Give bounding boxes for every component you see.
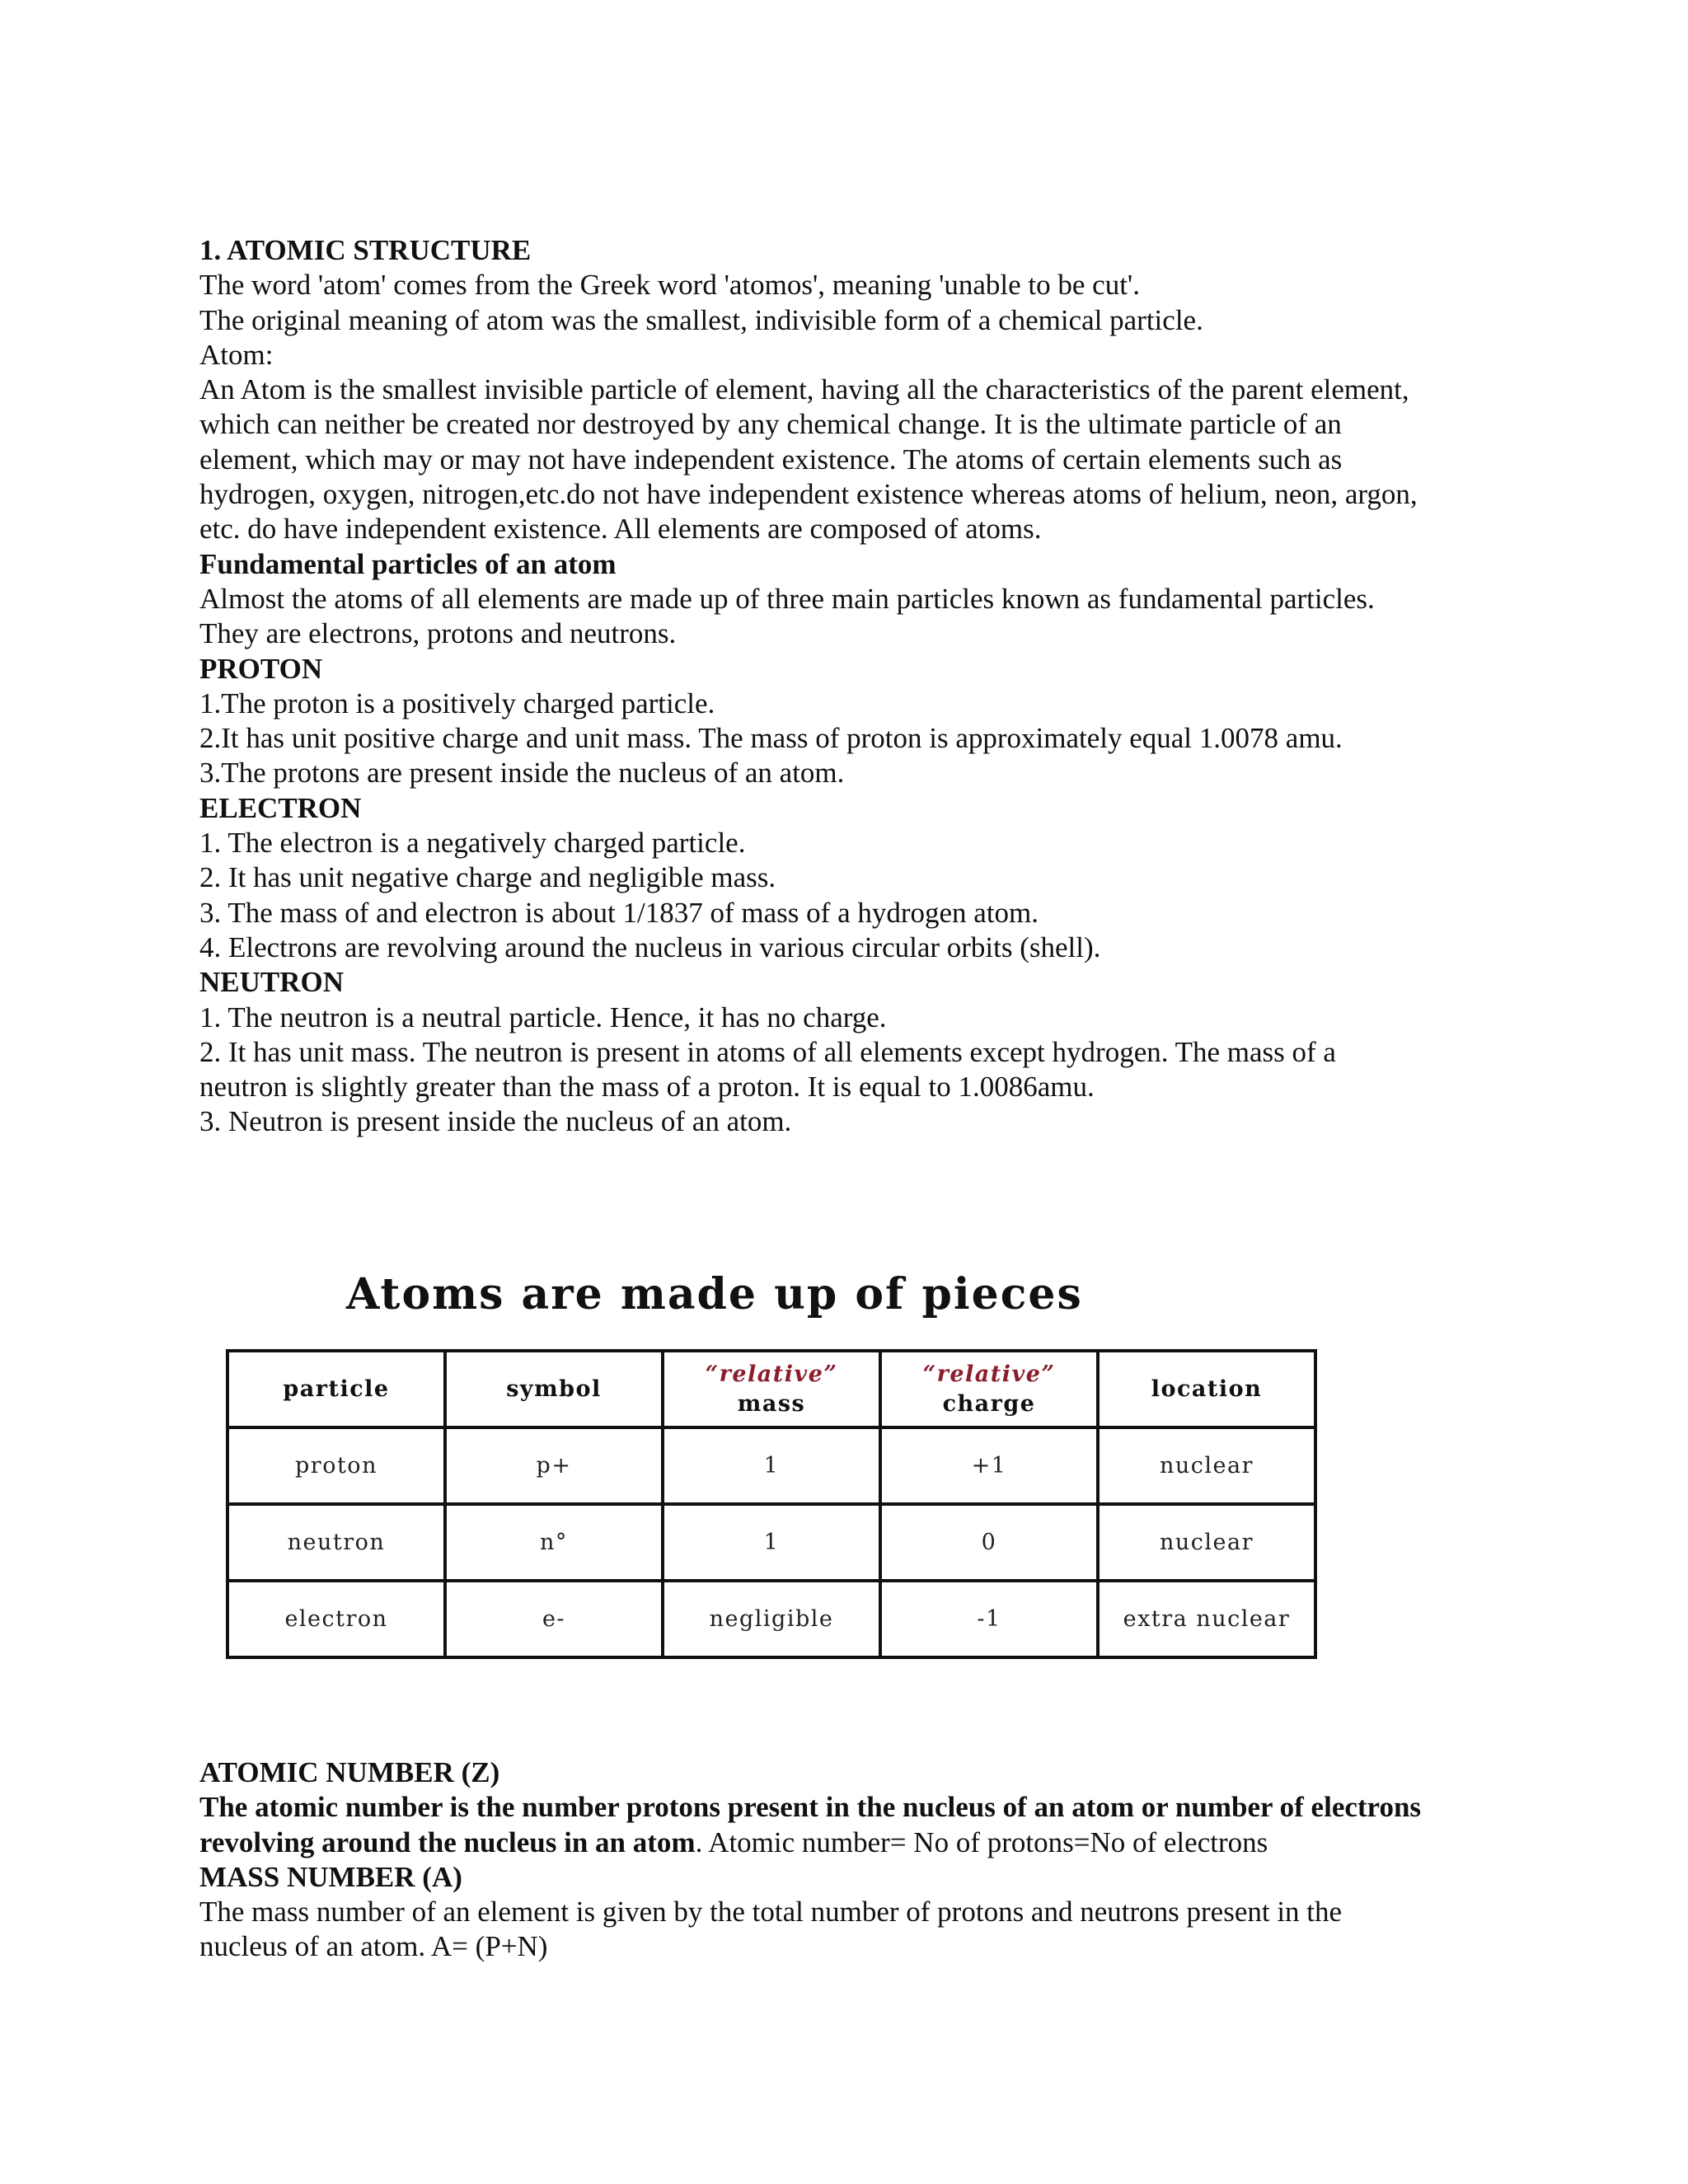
subheading-neutron: NEUTRON: [199, 966, 345, 999]
figure-title: Atoms are made up of pieces: [346, 1269, 1083, 1319]
subheading-proton: PROTON: [199, 652, 323, 685]
cell-symbol: p+: [445, 1427, 663, 1504]
list-item: 4. Electrons are revolving around the nucleus in various circular orbits (shell).: [199, 930, 1101, 963]
mass-number-definition: The mass number of an element is given by the total number of protons and neutrons present in the: [199, 1896, 1343, 1929]
paragraph-line: They are electrons, protons and neutrons.: [199, 617, 677, 650]
section-heading: 1. ATOMIC STRUCTURE: [199, 234, 532, 266]
atomic-number-definition-cont: [199, 1825, 1559, 1860]
relative-label: “relative”: [922, 1361, 1056, 1387]
subheading-electron: ELECTRON: [199, 791, 362, 824]
paragraph-line: which can neither be created nor destroyed by any chemical change. It is the ultimate particle of an: [199, 408, 1342, 441]
cell-particle: proton: [227, 1427, 445, 1504]
list-item: 1.The proton is a positively charged particle.: [199, 687, 715, 719]
paragraph-line: The word 'atom' comes from the Greek word 'atomos', meaning 'unable to be cut'.: [199, 269, 1140, 302]
list-item: 2. It has unit negative charge and negligible mass.: [199, 861, 776, 894]
cell-symbol: e-: [445, 1581, 663, 1657]
cell-mass: 1: [663, 1504, 880, 1581]
list-item: 3. Neutron is present inside the nucleus of an atom.: [199, 1105, 792, 1138]
atomic-mass-number-section: [199, 1755, 1559, 1965]
header-relative-charge: [880, 1351, 1098, 1427]
paragraph-line: hydrogen, oxygen, nitrogen,etc.do not have independent existence whereas atoms of helium, neon, argon,: [199, 478, 1418, 511]
header-location: location: [1098, 1351, 1315, 1427]
paragraph-line: Atom:: [199, 338, 274, 371]
mass-label: mass: [737, 1390, 806, 1417]
table-row: [227, 1427, 1315, 1504]
cell-particle: neutron: [227, 1504, 445, 1581]
cell-charge: -1: [880, 1581, 1098, 1657]
header-symbol: symbol: [445, 1351, 663, 1427]
cell-mass: negligible: [663, 1581, 880, 1657]
list-item: 2.It has unit positive charge and unit mass. The mass of proton is approximately equal 1.0078 amu.: [199, 722, 1343, 755]
paragraph-line: The original meaning of atom was the smallest, indivisible form of a chemical particle.: [199, 303, 1203, 336]
paragraph-line: An Atom is the smallest invisible particle of element, having all the characteristics of the parent element,: [199, 373, 1409, 406]
cell-mass: 1: [663, 1427, 880, 1504]
cell-location: extra nuclear: [1098, 1581, 1315, 1657]
list-item: 1. The neutron is a neutral particle. Hence, it has no charge.: [199, 1001, 887, 1033]
header-relative-mass: [663, 1351, 880, 1427]
list-item: 1. The electron is a negatively charged particle.: [199, 827, 746, 860]
formula-text: . Atomic number= No of protons=No of electrons: [695, 1825, 1268, 1858]
cell-particle: electron: [227, 1581, 445, 1657]
cell-symbol: n°: [445, 1504, 663, 1581]
list-item: 3. The mass of and electron is about 1/1837 of mass of a hydrogen atom.: [199, 896, 1039, 929]
atomic-number-definition: The atomic number is the number protons present in the nucleus of an atom or number of electrons: [199, 1791, 1422, 1824]
mass-number-definition-cont: nucleus of an atom. A= (P+N): [199, 1930, 548, 1963]
list-item: 2. It has unit mass. The neutron is present in atoms of all elements except hydrogen. The mass of a: [199, 1035, 1336, 1068]
subheading-atomic-number: ATOMIC NUMBER (Z): [199, 1756, 500, 1788]
paragraph-line: etc. do have independent existence. All elements are composed of atoms.: [199, 513, 1042, 546]
cell-location: nuclear: [1098, 1504, 1315, 1581]
subheading-fundamental-particles: Fundamental particles of an atom: [199, 547, 617, 580]
charge-label: charge: [942, 1390, 1036, 1417]
bold-text: revolving around the nucleus in an atom: [199, 1825, 696, 1858]
subheading-mass-number: MASS NUMBER (A): [199, 1860, 462, 1893]
paragraph-line: Almost the atoms of all elements are made up of three main particles known as fundamental particles.: [199, 582, 1375, 615]
cell-charge: +1: [880, 1427, 1098, 1504]
relative-label: “relative”: [705, 1361, 838, 1387]
paragraph-line: element, which may or may not have independent existence. The atoms of certain elements such as: [199, 443, 1343, 476]
header-particle: particle: [227, 1351, 445, 1427]
particles-table: [226, 1349, 1317, 1659]
table-header-row: [227, 1351, 1315, 1427]
table-row: [227, 1581, 1315, 1657]
table-row: [227, 1504, 1315, 1581]
cell-charge: 0: [880, 1504, 1098, 1581]
cell-location: nuclear: [1098, 1427, 1315, 1504]
list-item: 3.The protons are present inside the nucleus of an atom.: [199, 757, 845, 790]
list-item: neutron is slightly greater than the mass of a proton. It is equal to 1.0086amu.: [199, 1071, 1095, 1104]
atomic-structure-section: [199, 233, 1518, 1140]
